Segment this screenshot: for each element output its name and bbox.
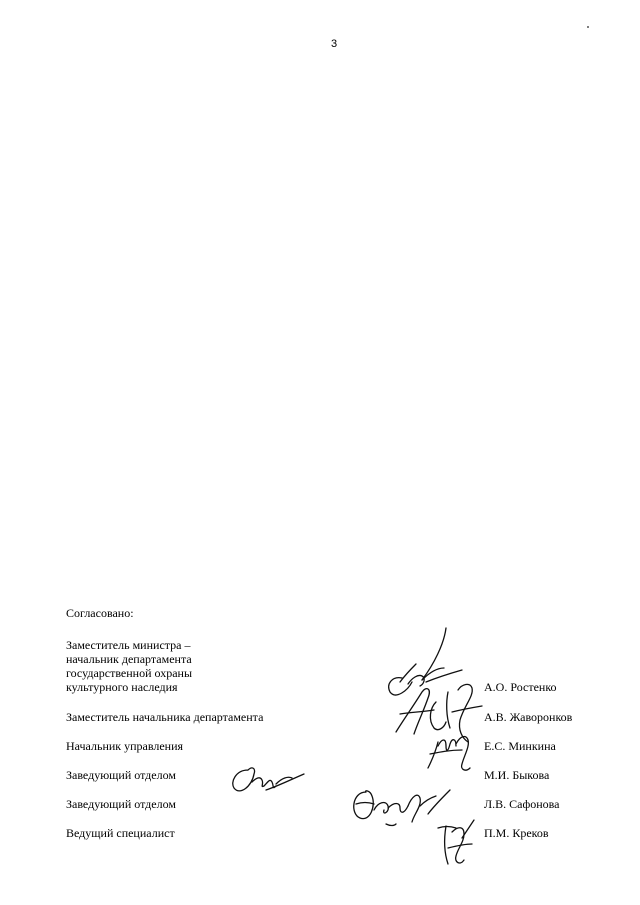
signatory-name: Л.В. Сафонова xyxy=(484,797,560,811)
signatory-name: Е.С. Минкина xyxy=(484,739,556,753)
signature-bykova-icon xyxy=(226,760,308,798)
signatory-name: А.В. Жаворонков xyxy=(484,710,573,724)
signatory-position: Ведущий специалист xyxy=(66,826,175,840)
signatory-position: Заместитель начальника департамента xyxy=(66,710,264,724)
signatory-position: Заведующий отделом xyxy=(66,797,176,811)
signatory-row xyxy=(66,709,586,724)
signatory-row xyxy=(66,626,586,694)
signatory-row xyxy=(66,738,586,753)
signatory-row xyxy=(66,796,586,811)
signatory-name: М.И. Быкова xyxy=(484,768,550,782)
approval-label: Согласовано: xyxy=(66,606,134,620)
signatory-row xyxy=(66,767,586,782)
signatory-position: Начальник управления xyxy=(66,739,184,753)
signature-minkina-icon xyxy=(422,728,476,774)
signatory-row xyxy=(66,825,586,840)
signatory-name: А.О. Ростенко xyxy=(484,680,557,694)
signatory-position: Заведующий отделом xyxy=(66,768,176,782)
signatory-name: П.М. Креков xyxy=(484,826,549,840)
signatory-position: Заместитель министра – начальник департамента государственной охраны культурного наследия xyxy=(66,638,193,694)
scan-speck xyxy=(587,26,589,28)
page-number: 3 xyxy=(330,38,338,50)
signature-krekov-icon xyxy=(434,816,478,868)
